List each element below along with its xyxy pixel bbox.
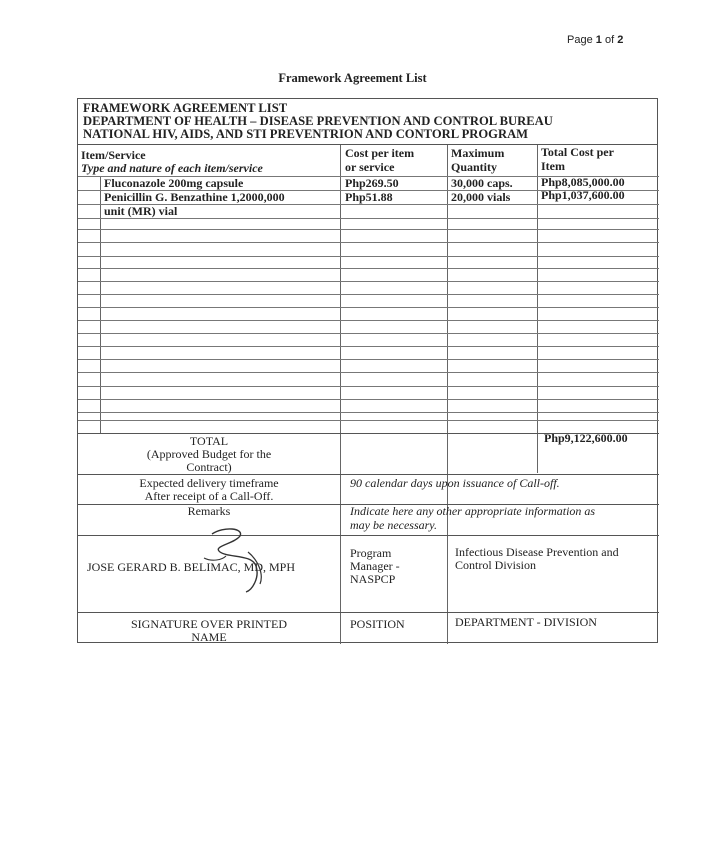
blank-row-line <box>78 268 659 269</box>
document-title: Framework Agreement List <box>278 71 427 85</box>
signatory-department <box>455 546 619 572</box>
total-label <box>78 435 340 474</box>
item-1-qty: 30,000 caps. <box>451 176 513 190</box>
delivery-label-2: After receipt of a Call-Off. <box>144 489 274 503</box>
blank-row-line <box>78 399 659 400</box>
item-2-name-1: Penicillin G. Benzathine 1,2000,000 <box>104 190 285 204</box>
header-line-3: NATIONAL HIV, AIDS, AND STI PREVENTRION AND CONTORL PROGRAM <box>83 127 529 141</box>
item-1-name: Fluconazole 200mg capsule <box>104 176 244 190</box>
remarks-text-1: Indicate here any other appropriate information as <box>350 504 596 518</box>
footer-department-label: DEPARTMENT - DIVISION <box>455 615 597 629</box>
page-number <box>567 34 623 46</box>
signatory-position <box>350 547 400 586</box>
column-header-total-2: Item <box>541 159 565 173</box>
item-2-total: Php1,037,600.00 <box>541 188 625 202</box>
signatory-position-3: NASPCP <box>350 572 396 586</box>
signatory-department-2: Control Division <box>455 558 537 572</box>
column-header-item-sub: Type and nature of each item/service <box>81 161 263 175</box>
table-header <box>78 99 657 145</box>
signatory-position-1: Program <box>350 546 392 560</box>
blank-row-line <box>78 359 659 360</box>
column-header-max-1: Maximum <box>451 146 505 160</box>
delivery-value: 90 calendar days upon issuance of Call-off. <box>350 476 560 490</box>
column-divider-qty <box>447 145 448 644</box>
footer-position-label: POSITION <box>350 617 405 631</box>
remarks-label: Remarks <box>187 504 231 518</box>
column-header-item: Item/Service <box>81 148 146 162</box>
column-divider-cost <box>340 145 341 644</box>
total-label-2: (Approved Budget for the <box>146 447 272 461</box>
blank-row-line <box>78 420 659 421</box>
blank-row-line <box>78 333 659 334</box>
delivery-row-divider <box>78 474 659 475</box>
footer-signature-label-1: SIGNATURE OVER PRINTED <box>131 617 287 631</box>
total-label-3: Contract) <box>186 460 232 474</box>
total-value: Php9,122,600.00 <box>544 431 628 445</box>
blank-row-line <box>78 229 659 230</box>
remarks-text-2: may be necessary. <box>350 518 437 532</box>
signatory-department-1: Infectious Disease Prevention and <box>455 545 619 559</box>
blank-row-line <box>78 412 659 413</box>
delivery-label-1: Expected delivery timeframe <box>139 476 279 490</box>
page-current: 1 <box>595 34 602 46</box>
signatory-name: JOSE GERARD B. BELIMAC, MD, MPH <box>87 560 296 574</box>
signatory-row-divider <box>78 535 659 536</box>
column-header-cost-2: or service <box>345 160 395 174</box>
total-label-1: TOTAL <box>189 434 229 448</box>
signatory-position-2: Manager - <box>350 559 400 573</box>
framework-agreement-table <box>77 98 658 643</box>
blank-row-line <box>78 256 659 257</box>
page-total: 2 <box>617 34 624 46</box>
item-1-cost: Php269.50 <box>345 176 399 190</box>
item-2-name-2: unit (MR) vial <box>104 204 178 218</box>
blank-row-line <box>78 346 659 347</box>
page-label: Page <box>567 34 593 46</box>
item-1-total: Php8,085,000.00 <box>541 175 625 189</box>
blank-row-line <box>78 281 659 282</box>
page-of: of <box>604 34 615 46</box>
delivery-label <box>78 477 340 503</box>
column-header-max-2: Quantity <box>451 160 498 174</box>
header-line-1: FRAMEWORK AGREEMENT LIST <box>83 101 288 115</box>
blank-row-line <box>78 242 659 243</box>
column-header-cost-1: Cost per item <box>345 146 415 160</box>
header-line-2: DEPARTMENT OF HEALTH – DISEASE PREVENTION AND CONTROL BUREAU <box>83 114 553 128</box>
footer-signature-label <box>78 618 340 644</box>
column-divider-total <box>537 145 538 473</box>
blank-row-line <box>78 372 659 373</box>
blank-row-line <box>78 218 659 219</box>
blank-row-line <box>78 386 659 387</box>
handwritten-signature <box>182 516 272 596</box>
item-2-qty: 20,000 vials <box>451 190 511 204</box>
footer-row-divider <box>78 612 659 613</box>
item-2-cost: Php51.88 <box>345 190 393 204</box>
blank-row-line <box>78 320 659 321</box>
column-header-total-1: Total Cost per <box>541 145 614 159</box>
blank-row-line <box>78 307 659 308</box>
blank-row-line <box>78 294 659 295</box>
row-number-divider <box>100 177 101 433</box>
footer-signature-label-2: NAME <box>191 630 227 644</box>
